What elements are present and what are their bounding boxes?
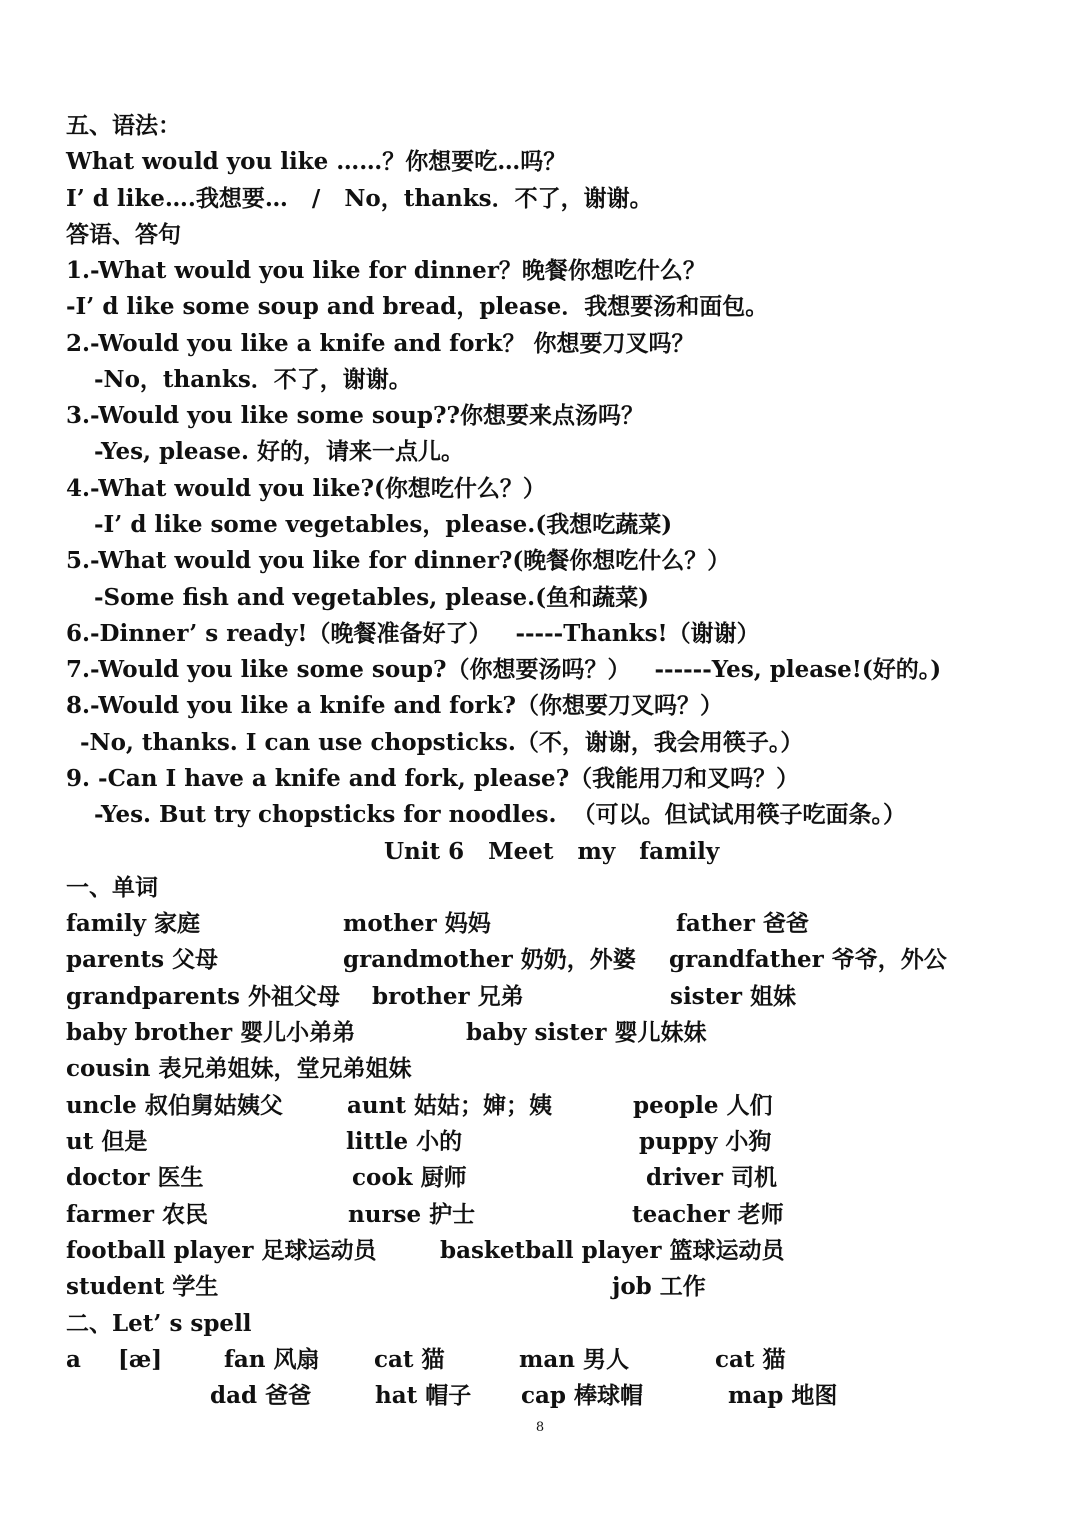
vocab-item: aunt 姑姑；婶；姨: [347, 1092, 552, 1119]
dialogue-line: -I’ d like some vegetables，please.(我想吃蔬菜): [94, 511, 673, 538]
spell-heading: 二、Let’ s spell: [66, 1310, 252, 1337]
dialogue-line: 1.-What would you like for dinner？晚餐你想吃什么？: [66, 257, 706, 284]
grammar-heading: 五、语法：: [66, 112, 181, 139]
dialogue-line: 2.-Would you like a knife and fork？ 你想要刀叉吗？: [66, 330, 695, 357]
dialogue-line: 4.-What would you like?(你想吃什么？）: [66, 475, 546, 502]
vocab-item: cook 厨师: [352, 1164, 467, 1191]
vocab-item: grandparents 外祖父母: [66, 983, 340, 1010]
spell-word: cat 猫: [374, 1346, 445, 1373]
spell-word: cat 猫: [715, 1346, 786, 1373]
page-number: 8: [535, 1420, 545, 1435]
dialogue-line: -Yes. But try chopsticks for noodles. （可以。但试试用筷子吃面条。）: [94, 801, 906, 828]
unit-title: Unit 6 Meet my family: [384, 838, 720, 865]
dialogue-line: 9. -Can I have a knife and fork, please?（我能用刀和叉吗？）: [66, 765, 800, 792]
vocab-item: family 家庭: [66, 910, 200, 937]
vocab-item: baby brother 婴儿小弟弟: [66, 1019, 356, 1046]
vocab-item: uncle 叔伯舅姑姨父: [66, 1092, 283, 1119]
dialogue-line: 5.-What would you like for dinner?(晚餐你想吃什么？）: [66, 547, 731, 574]
spell-word: man 男人: [519, 1346, 629, 1373]
vocab-heading: 一、单词: [66, 874, 158, 901]
dialogue-line: -Some fish and vegetables, please.(鱼和蔬菜): [94, 584, 649, 611]
spell-word: map 地图: [728, 1382, 838, 1409]
vocab-item: people 人们: [633, 1092, 773, 1119]
spell-word: cap 棒球帽: [521, 1382, 643, 1409]
dialogue-line: -No，thanks．不了，谢谢。: [94, 366, 412, 393]
vocab-item: farmer 农民: [66, 1201, 209, 1228]
vocab-item: doctor 医生: [66, 1164, 204, 1191]
vocab-item: grandmother 奶奶，外婆: [343, 946, 636, 973]
vocab-item: mother 妈妈: [343, 910, 491, 937]
spell-phoneme: [æ]: [118, 1346, 163, 1373]
vocab-item: father 爸爸: [676, 910, 809, 937]
vocab-item: driver 司机: [646, 1164, 778, 1191]
dialogue-line: 3.-Would you like some soup??你想要来点汤吗？: [66, 402, 644, 429]
vocab-item: ut 但是: [66, 1128, 148, 1155]
dialogue-line: 6.-Dinner’ s ready!（晚餐准备好了） -----Thanks!（谢谢）: [66, 620, 760, 647]
dialogue-line: -No, thanks. I can use chopsticks.（不，谢谢，我会用筷子。）: [80, 729, 804, 756]
dialogue-line: -I’ d like some soup and bread，please．我想要汤和面包。: [66, 293, 769, 320]
vocab-item: baby sister 婴儿妹妹: [466, 1019, 707, 1046]
vocab-item: nurse 护士: [348, 1201, 476, 1228]
dialogue-line: -Yes, please. 好的，请来一点儿。: [94, 438, 464, 465]
vocab-item: brother 兄弟: [372, 983, 524, 1010]
vocab-item: puppy 小狗: [639, 1128, 772, 1155]
answers-heading: 答语、答句: [66, 221, 181, 248]
dialogue-line: 7.-Would you like some soup?（你想要汤吗？） ------Yes, please!(好的。): [66, 656, 942, 683]
vocab-item: sister 姐妹: [670, 983, 797, 1010]
spell-word: hat 帽子: [375, 1382, 472, 1409]
vocab-item: little 小的: [346, 1128, 463, 1155]
grammar-line: I’ d like….我想要… / No，thanks．不了，谢谢。: [66, 185, 653, 212]
spell-letter: a: [66, 1346, 81, 1373]
spell-word: fan 风扇: [224, 1346, 320, 1373]
vocab-item: grandfather 爷爷，外公: [669, 946, 947, 973]
spell-word: dad 爸爸: [210, 1382, 312, 1409]
vocab-item: teacher 老师: [632, 1201, 784, 1228]
vocab-item: parents 父母: [66, 946, 219, 973]
vocab-item: basketball player 篮球运动员: [440, 1237, 785, 1264]
dialogue-line: 8.-Would you like a knife and fork?（你想要刀叉吗？）: [66, 692, 723, 719]
vocab-item: football player 足球运动员: [66, 1237, 377, 1264]
grammar-line: What would you like ……？你想要吃…吗？: [66, 148, 567, 175]
vocab-item: cousin 表兄弟姐妹，堂兄弟姐妹: [66, 1055, 412, 1082]
vocab-item: job 工作: [612, 1273, 706, 1300]
vocab-item: student 学生: [66, 1273, 219, 1300]
